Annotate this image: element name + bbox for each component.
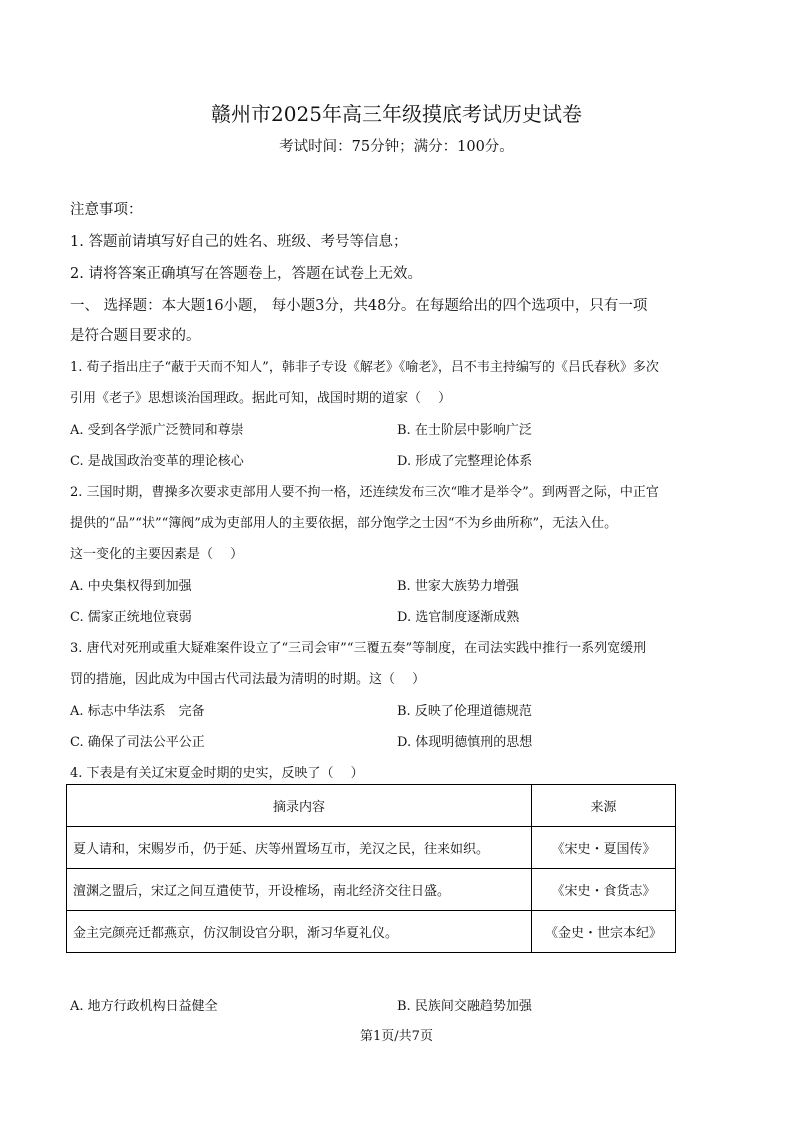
table-cell-source: 《金史・世宗本纪》 <box>532 911 676 953</box>
exam-info: 考试时间：75分钟；满分：100分。 <box>279 139 514 155</box>
q4-option-a: A. 地方行政机构日益健全 <box>70 999 218 1014</box>
q2-stem-line-3: 这一变化的主要因素是（ ） <box>70 547 244 562</box>
table-cell-source: 《宋史・食货志》 <box>532 869 676 911</box>
q1-option-d: D. 形成了完整理论体系 <box>397 454 533 469</box>
q2-option-a: A. 中央集权得到加强 <box>70 579 192 594</box>
q1-stem-line-2: 引用《老子》思想谈治国理政。据此可知，战国时期的道家（ ） <box>70 391 452 406</box>
table-row <box>67 911 676 953</box>
table-cell-source: 《宋史・夏国传》 <box>532 827 676 869</box>
q1-option-c: C. 是战国政治变革的理论核心 <box>70 454 244 469</box>
q1-stem-line-1: 1. 荀子指出庄子“蔽于天而不知人”，韩非子专设《解老》《喻老》，吕不韦主持编写的《吕氏春秋》多次 <box>70 360 659 375</box>
q3-stem-line-2: 罚的措施，因此成为中国古代司法最为清明的时期。这（ ） <box>70 672 426 687</box>
q3-stem-line-1: 3. 唐代对死刑或重大疑难案件设立了“三司会审”“三覆五奏”等制度，在司法实践中推行一系列宽缓刑 <box>70 641 647 656</box>
table-row <box>67 827 676 869</box>
table-cell-content: 金主完颜亮迁都燕京，仿汉制设官分职，渐习华夏礼仪。 <box>67 911 532 953</box>
page-title: 赣州市2025年高三年级摸底考试历史试卷 <box>211 102 582 126</box>
section-instruction-line-2: 是符合题目要求的。 <box>70 328 201 344</box>
q2-option-d: D. 选官制度逐渐成熟 <box>397 610 520 625</box>
q2-option-b: B. 世家大族势力增强 <box>397 579 519 594</box>
table-row <box>67 869 676 911</box>
notice-item-2: 2. 请将答案正确填写在答题卷上，答题在试卷上无效。 <box>70 266 422 282</box>
q2-stem-line-1: 2. 三国时期，曹操多次要求吏部用人要不拘一格，还连续发布三次“唯才是举令”。到两晋之际，中正官 <box>70 485 659 500</box>
q2-option-c: C. 儒家正统地位衰弱 <box>70 610 192 625</box>
table-cell-content: 夏人请和，宋赐岁币，仍于延、庆等州置场互市，羌汉之民，往来如织。 <box>67 827 532 869</box>
page-number: 第1页/共7页 <box>360 1029 433 1044</box>
section-instruction-line-1: 一、 选择题：本大题16小题， 每小题3分，共48分。在每题给出的四个选项中，只有一项 <box>70 298 648 314</box>
q1-option-b: B. 在士阶层中影响广泛 <box>397 423 532 438</box>
table-header-row <box>67 785 676 827</box>
q3-option-b: B. 反映了伦理道德规范 <box>397 704 532 719</box>
q3-option-d: D. 体现明德慎刑的思想 <box>397 735 533 750</box>
q4-stem: 4. 下表是有关辽宋夏金时期的史实，反映了（ ） <box>70 766 364 781</box>
q4-option-b: B. 民族间交融趋势加强 <box>397 999 532 1014</box>
table-cell-content: 澶渊之盟后，宋辽之间互遣使节，开设榷场，南北经济交往日盛。 <box>67 869 532 911</box>
q3-option-a: A. 标志中华法系 完备 <box>70 704 205 719</box>
history-facts-table <box>66 784 676 953</box>
notice-item-1: 1. 答题前请填写好自己的姓名、班级、考号等信息； <box>70 234 408 250</box>
notice-heading: 注意事项： <box>70 202 143 218</box>
q3-option-c: C. 确保了司法公平公正 <box>70 735 205 750</box>
column-header-source: 来源 <box>532 785 676 827</box>
q2-stem-line-2: 提供的“品”“状”“簿阀”成为吏部用人的主要依据，部分饱学之士因“不为乡曲所称”，无法入仕。 <box>70 516 618 531</box>
column-header-content: 摘录内容 <box>67 785 532 827</box>
q1-option-a: A. 受到各学派广泛赞同和尊崇 <box>70 423 244 438</box>
